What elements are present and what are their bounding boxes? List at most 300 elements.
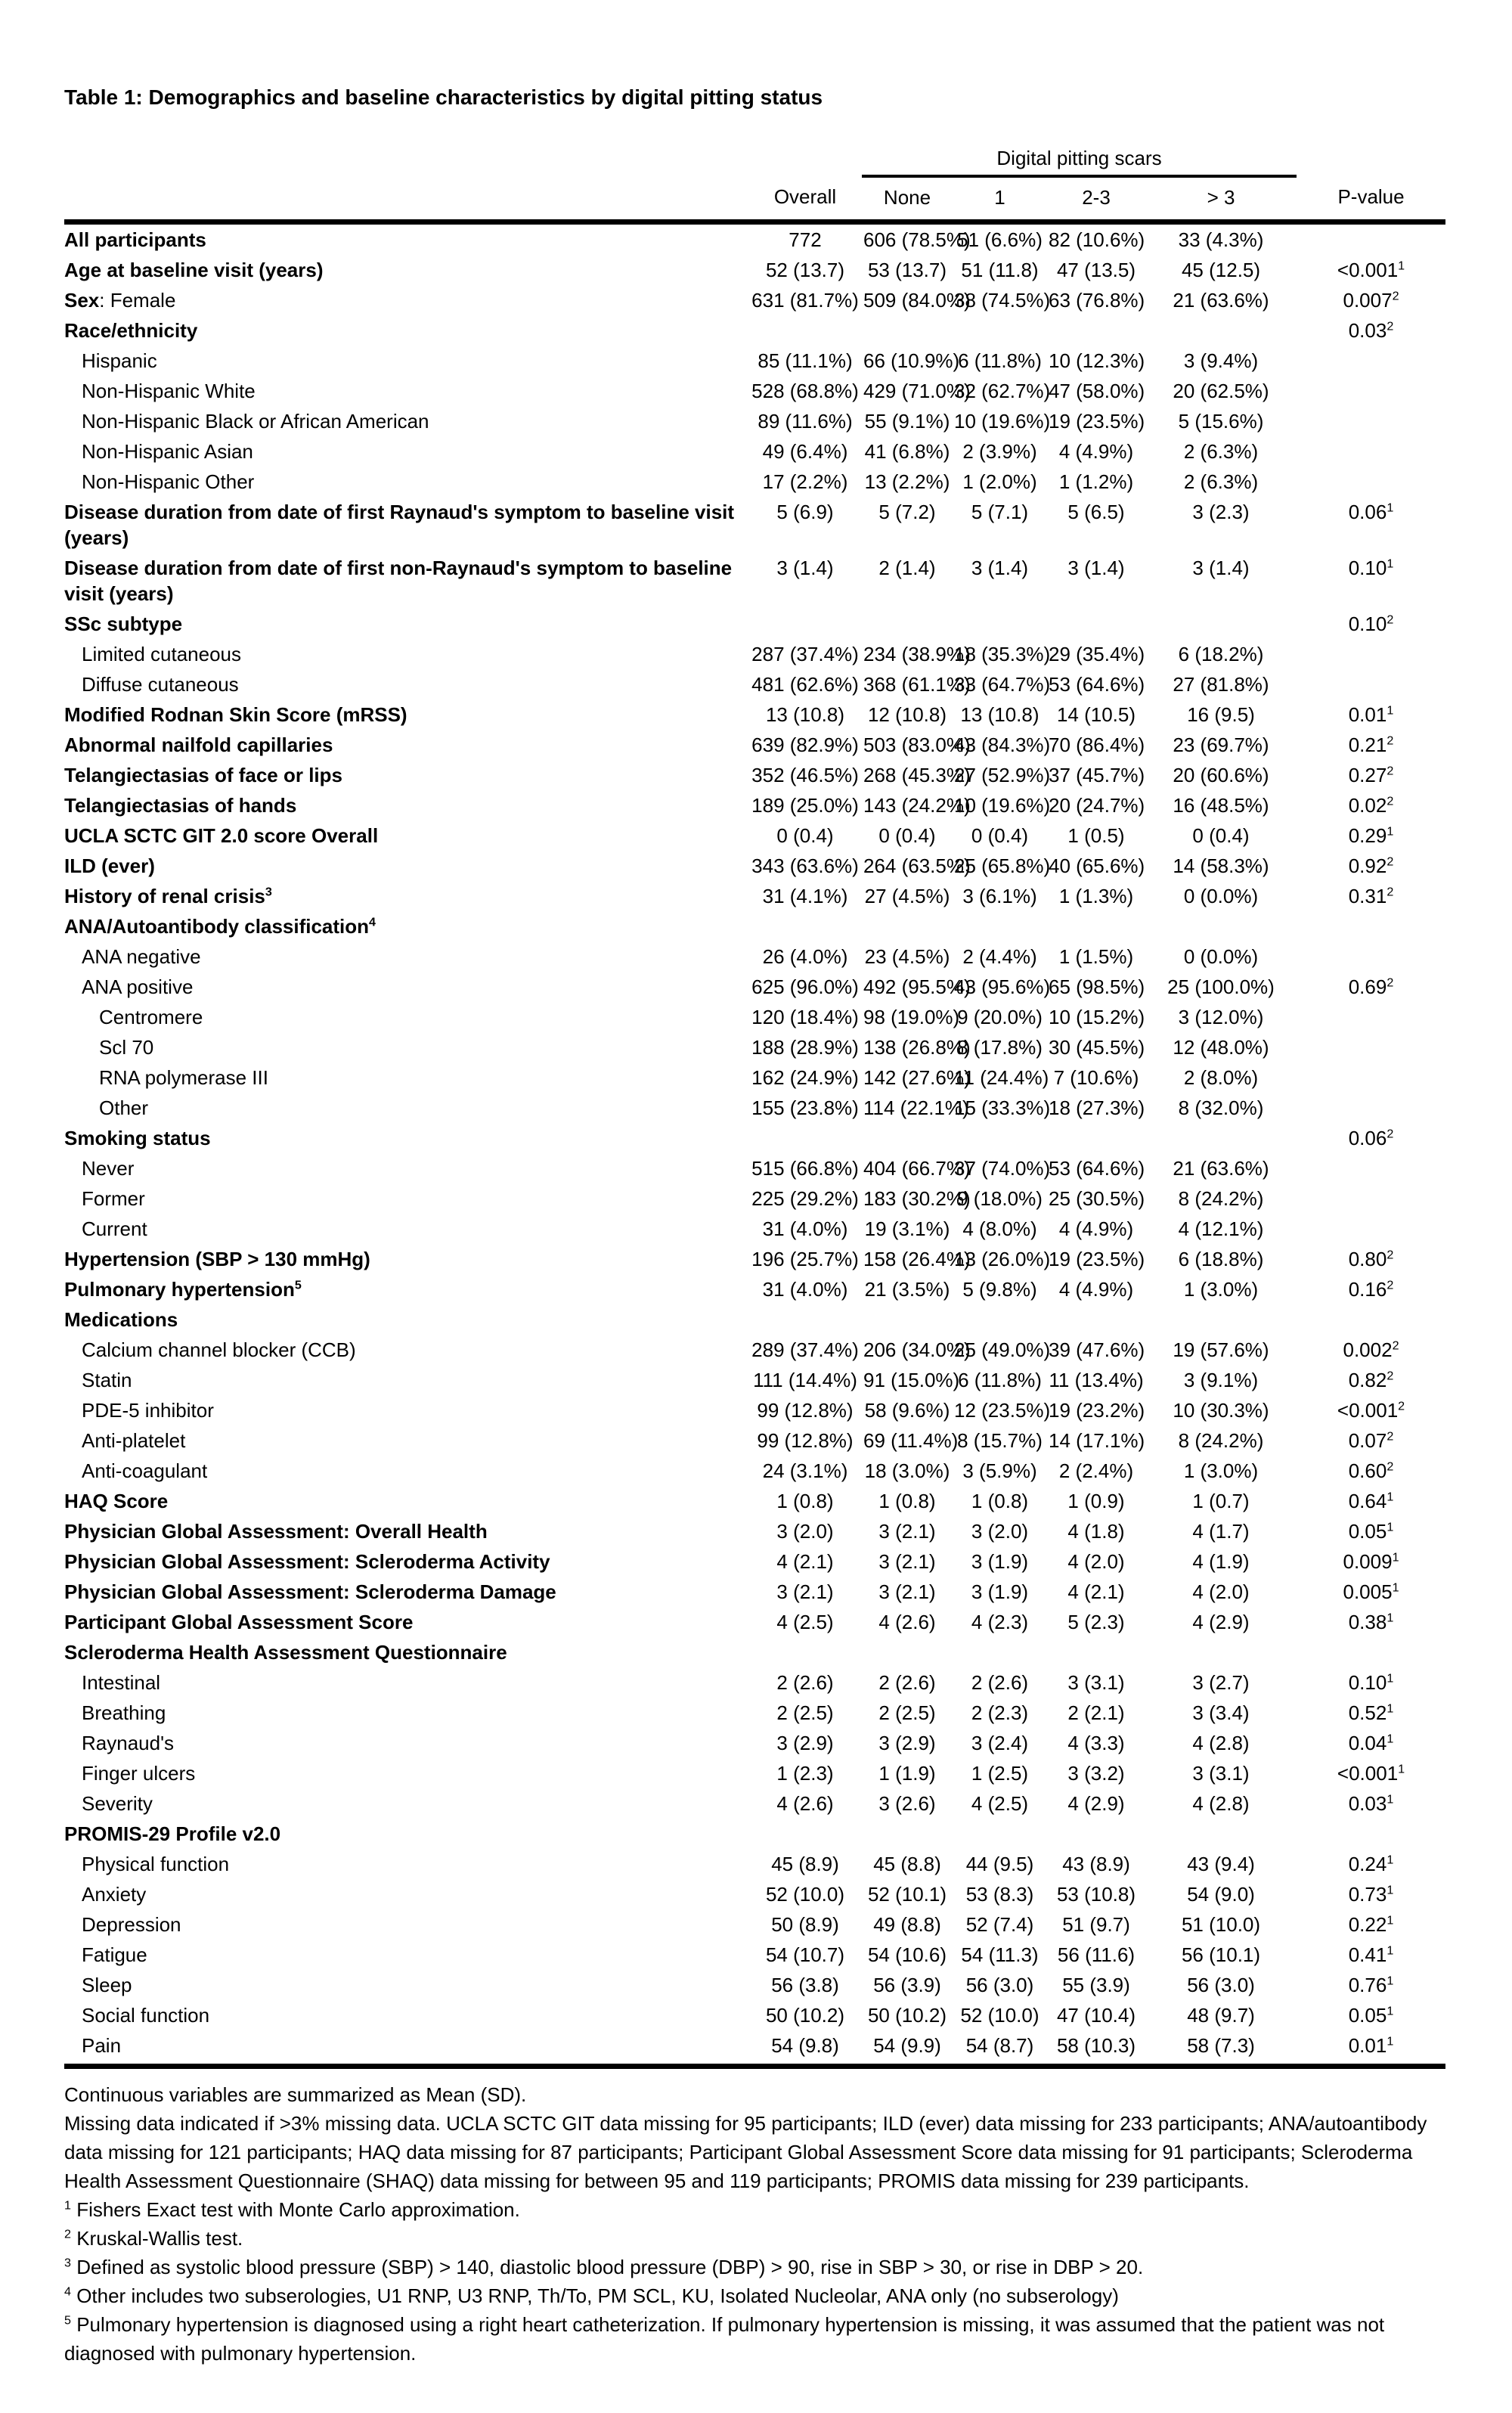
row-label: Abnormal nailfold capillaries [64,734,333,756]
footnotes [64,2069,1445,2368]
cell-gt3: 3 (9.4%) [1183,349,1259,372]
cell-1 [953,1637,1047,1667]
cell-gt3: 8 (24.2%) [1178,1187,1264,1210]
table-row [64,1365,1445,1395]
cell-overall: 3 (1.4) [776,557,834,579]
cell-gt3: 5 (15.6%) [1178,410,1264,433]
row-label: Anxiety [82,1883,147,1906]
cell-1: 6 (11.8%) [958,1369,1042,1391]
cell-gt3 [1145,1819,1297,1849]
cell-none: 3 (2.1) [878,1520,936,1543]
cell-none: 23 (4.5%) [864,945,950,968]
row-label: All participants [64,228,206,251]
table-row [64,1667,1445,1698]
cell-overall: 45 (8.9) [771,1853,839,1875]
cell-gt3: 3 (2.3) [1192,501,1250,523]
row-label: ANA positive [82,975,194,998]
cell-gt3 [1145,911,1297,941]
cell-2-3: 63 (76.8%) [1049,289,1145,312]
cell-1: 1 (0.8) [971,1490,1029,1512]
cell-none: 58 (9.6%) [864,1399,950,1422]
cell-2-3: 1 (0.9) [1067,1490,1125,1512]
table-row [64,1002,1445,1032]
cell-pvalue [1297,1062,1445,1093]
cell-gt3: 3 (3.4) [1192,1701,1250,1724]
footnote: $^1$ Fishers Exact test with Monte Carlo approximation. [64,2198,520,2221]
cell-none [862,315,953,346]
table-row [64,406,1445,436]
row-label: Non-Hispanic Other [82,470,255,493]
row-label: Physical function [82,1853,230,1875]
cell-overall: 85 (11.1%) [758,349,853,372]
cell-overall: 52 (13.7) [765,259,845,281]
cell-overall: 188 (28.9%) [751,1036,859,1059]
cell-2-3 [1047,609,1145,639]
cell-1: 2 (4.4%) [962,945,1037,968]
cell-2-3: 53 (64.6%) [1049,1157,1145,1180]
cell-pvalue [1297,1183,1445,1214]
cell-gt3: 3 (9.1%) [1183,1369,1259,1391]
cell-pvalue: 0.06$^2$ [1348,1127,1394,1149]
cell-pvalue: 0.69$^2$ [1348,975,1394,998]
cell-overall: 31 (4.0%) [762,1217,848,1240]
cell-gt3: 16 (9.5) [1187,703,1255,726]
table-row [64,1425,1445,1456]
cell-overall: 54 (10.7) [765,1943,845,1966]
cell-none: 52 (10.1) [867,1883,947,1906]
cell-overall: 528 (68.8%) [751,380,859,402]
row-label: ANA/Autoantibody classification$^4$ [64,915,376,938]
cell-overall: 2 (2.6) [776,1671,834,1694]
cell-overall: 3 (2.0) [776,1520,834,1543]
spanner-spacer-label [64,144,748,176]
table-body [64,222,1445,2067]
table-row [64,1304,1445,1335]
cell-gt3: 21 (63.6%) [1173,289,1269,312]
table-title: Table 1: Demographics and baseline characteristics by digital pitting status [64,85,823,109]
row-label: UCLA SCTC GIT 2.0 score Overall [64,824,379,847]
spanner-spacer-overall [748,144,862,176]
cell-overall: 31 (4.0%) [762,1278,848,1301]
cell-overall [748,1819,862,1849]
cell-none: 429 (71.0%) [863,380,971,402]
cell-overall: 343 (63.6%) [751,854,859,877]
table-row [64,1546,1445,1577]
cell-1: 1 (2.0%) [962,470,1037,493]
cell-overall: 352 (46.5%) [751,764,859,786]
demographics-table [64,144,1445,2069]
cell-none: 49 (8.8) [873,1913,941,1936]
cell-pvalue: 0.64$^1$ [1348,1490,1394,1512]
cell-gt3: 48 (9.7) [1187,2004,1255,2027]
cell-none: 2 (1.4) [878,557,936,579]
row-label: Physician Global Assessment: Scleroderma Damage [64,1580,556,1603]
cell-none: 158 (26.4%) [863,1248,971,1270]
cell-pvalue: 0.60$^2$ [1348,1459,1394,1482]
cell-gt3: 21 (63.6%) [1173,1157,1269,1180]
cell-1: 4 (8.0%) [962,1217,1037,1240]
cell-gt3: 1 (0.7) [1192,1490,1250,1512]
row-label: Pulmonary hypertension$^5$ [64,1278,302,1301]
cell-gt3: 51 (10.0) [1181,1913,1261,1936]
cell-overall: 99 (12.8%) [757,1429,854,1452]
cell-2-3: 10 (12.3%) [1049,349,1145,372]
cell-overall [748,1637,862,1667]
cell-none [862,1819,953,1849]
cell-overall: 31 (4.1%) [762,885,848,907]
col-header-overall: Overall [748,176,862,222]
cell-gt3: 45 (12.5) [1181,259,1261,281]
cell-pvalue: 0.82$^2$ [1348,1369,1394,1391]
cell-none: 66 (10.9%) [863,349,960,372]
row-label: Participant Global Assessment Score [64,1611,414,1633]
table-row [64,1788,1445,1819]
cell-pvalue: 0.10$^1$ [1348,1671,1394,1694]
cell-2-3: 1 (1.5%) [1058,945,1134,968]
cell-pvalue: 0.92$^2$ [1348,854,1394,877]
cell-1: 25 (49.0%) [954,1338,1051,1361]
row-label: Disease duration from date of first non-Raynaud's symptom to baseline visit (years) [64,557,733,605]
table-row [64,941,1445,972]
cell-1: 13 (10.8) [960,703,1040,726]
cell-overall: 49 (6.4%) [762,440,848,463]
table-row [64,1516,1445,1546]
cell-overall: 4 (2.5) [776,1611,834,1633]
cell-overall: 1 (2.3) [776,1762,834,1785]
cell-gt3: 4 (2.0) [1192,1580,1250,1603]
cell-overall: 0 (0.4) [776,824,834,847]
cell-pvalue: $<0.001^2$ [1337,1399,1405,1422]
footnote: Continuous variables are summarized as Mean (SD). [64,2083,527,2106]
cell-none: 404 (66.7%) [863,1157,971,1180]
table-row [64,2000,1445,2030]
cell-overall: 515 (66.8%) [751,1157,859,1180]
cell-gt3: 2 (6.3%) [1183,440,1259,463]
cell-gt3: 0 (0.0%) [1183,885,1259,907]
cell-pvalue [1297,1214,1445,1244]
cell-pvalue [1297,467,1445,497]
cell-2-3: 56 (11.6) [1057,1943,1136,1966]
cell-1: 27 (52.9%) [954,764,1051,786]
cell-overall: 50 (10.2) [765,2004,845,2027]
cell-gt3: 19 (57.6%) [1173,1338,1269,1361]
table-row [64,1819,1445,1849]
table-row [64,1940,1445,1970]
cell-none: 98 (19.0%) [863,1006,960,1028]
cell-gt3: 56 (3.0) [1187,1974,1255,1996]
row-label: Calcium channel blocker (CCB) [82,1338,356,1361]
cell-none: 2 (2.6) [878,1671,936,1694]
cell-2-3: 47 (58.0%) [1049,380,1145,402]
row-label: Intestinal [82,1671,161,1694]
cell-2-3: 39 (47.6%) [1049,1338,1145,1361]
cell-1 [953,1123,1047,1153]
row-label: Anti-coagulant [82,1459,208,1482]
cell-none: 91 (15.0%) [863,1369,960,1391]
cell-2-3 [1047,1123,1145,1153]
cell-overall: 56 (3.8) [771,1974,839,1996]
cell-1: 2 (2.3) [971,1701,1029,1724]
cell-pvalue: 0.007$^2$ [1343,289,1399,312]
cell-2-3: 4 (3.3) [1067,1732,1125,1754]
cell-2-3: 29 (35.4%) [1049,643,1145,665]
cell-1: 3 (2.4) [971,1732,1029,1754]
cell-gt3: 4 (2.8) [1192,1792,1250,1815]
table-row [64,1637,1445,1667]
row-label: Medications [64,1308,178,1331]
cell-overall: 289 (37.4%) [751,1338,859,1361]
cell-1: 33 (64.7%) [954,673,1051,696]
table-row [64,255,1445,285]
cell-overall: 772 [789,228,822,251]
cell-2-3: 19 (23.2%) [1049,1399,1145,1422]
cell-none: 183 (30.2%) [863,1187,971,1210]
cell-1: 54 (11.3) [961,1943,1039,1966]
row-label: Statin [82,1369,132,1391]
cell-2-3: 25 (30.5%) [1049,1187,1145,1210]
cell-2-3: 11 (13.4%) [1049,1369,1144,1391]
table-row [64,1970,1445,2000]
cell-1 [953,1304,1047,1335]
cell-2-3: 1 (1.3%) [1058,885,1134,907]
cell-gt3 [1145,315,1297,346]
table-row [64,1758,1445,1788]
cell-1: 3 (1.9) [971,1580,1029,1603]
cell-pvalue: 0.10$^2$ [1348,613,1394,635]
row-label: Breathing [82,1701,166,1724]
cell-2-3: 4 (2.0) [1067,1550,1125,1573]
cell-1: 4 (2.3) [971,1611,1029,1633]
row-label: Race/ethnicity [64,319,198,342]
row-label: Disease duration from date of first Raynaud's symptom to baseline visit (years) [64,501,735,549]
cell-pvalue [1297,346,1445,376]
cell-pvalue [1297,1637,1445,1667]
cell-2-3: 20 (24.7%) [1049,794,1145,817]
cell-1: 25 (65.8%) [954,854,1051,877]
table-row [64,699,1445,730]
cell-overall: 26 (4.0%) [762,945,848,968]
cell-overall: 287 (37.4%) [751,643,859,665]
column-header-row [64,176,1445,222]
cell-pvalue: 0.01$^1$ [1348,703,1394,726]
cell-1: 10 (19.6%) [954,410,1051,433]
table-row [64,346,1445,376]
cell-2-3: 1 (0.5) [1067,824,1125,847]
cell-overall: 5 (6.9) [776,501,834,523]
cell-2-3: 19 (23.5%) [1049,1248,1145,1270]
cell-pvalue [1297,1093,1445,1123]
table-row [64,1698,1445,1728]
table-row [64,820,1445,851]
cell-gt3: 3 (12.0%) [1178,1006,1264,1028]
cell-gt3: 20 (60.6%) [1173,764,1269,786]
row-label: Limited cutaneous [82,643,242,665]
cell-2-3: 18 (27.3%) [1049,1096,1145,1119]
cell-pvalue: 0.24$^1$ [1348,1853,1394,1875]
table-row [64,639,1445,669]
cell-gt3: 6 (18.8%) [1178,1248,1264,1270]
table-row [64,1395,1445,1425]
cell-1: 52 (10.0) [960,2004,1040,2027]
cell-overall: 99 (12.8%) [757,1399,854,1422]
cell-none: 54 (9.9) [862,2030,953,2067]
cell-pvalue: 0.38$^1$ [1348,1611,1394,1633]
cell-gt3: 4 (12.1%) [1178,1217,1264,1240]
spanner-row [64,144,1445,176]
table-row [64,1093,1445,1123]
cell-1 [953,609,1047,639]
row-label: Smoking status [64,1127,211,1149]
cell-none: 56 (3.9) [873,1974,941,1996]
cell-none: 12 (10.8) [867,703,947,726]
col-header-none: None [862,176,953,222]
cell-2-3: 5 (2.3) [1067,1611,1125,1633]
cell-gt3: 1 (3.0%) [1183,1459,1259,1482]
cell-2-3: 51 (9.7) [1062,1913,1130,1936]
cell-pvalue: 0.31$^2$ [1348,885,1394,907]
cell-gt3: 0 (0.4) [1192,824,1250,847]
table-row [64,1486,1445,1516]
cell-2-3: 82 (10.6%) [1049,228,1145,251]
cell-pvalue: 0.05$^1$ [1348,1520,1394,1543]
cell-overall: 50 (8.9) [771,1913,839,1936]
cell-1 [953,1819,1047,1849]
cell-pvalue [1297,376,1445,406]
cell-pvalue: 0.16$^2$ [1348,1278,1394,1301]
cell-gt3: 25 (100.0%) [1167,975,1275,998]
table-row [64,1274,1445,1304]
row-label: Age at baseline visit (years) [64,259,324,281]
cell-2-3: 43 (8.9) [1062,1853,1130,1875]
cell-1: 51 (11.8) [961,259,1039,281]
cell-1: 5 (9.8%) [962,1278,1037,1301]
row-label: HAQ Score [64,1490,169,1512]
cell-gt3: 2 (8.0%) [1183,1066,1259,1089]
cell-pvalue: 0.07$^2$ [1348,1429,1394,1452]
cell-gt3: 8 (32.0%) [1178,1096,1264,1119]
cell-none: 234 (38.9%) [863,643,971,665]
table-row [64,1062,1445,1093]
cell-1: 10 (19.6%) [954,794,1051,817]
cell-none [862,911,953,941]
cell-2-3 [1047,1637,1145,1667]
footnote: $^5$ Pulmonary hypertension is diagnosed using a right heart catheterization. If pulmonary hypertension is missing, it was assumed that the patient was not diagnosed with pulmonary hypertension. [64,2313,1385,2365]
cell-pvalue: 0.41$^1$ [1348,1943,1394,1966]
cell-none: 18 (3.0%) [864,1459,950,1482]
table-header [64,144,1445,222]
table-row [64,376,1445,406]
cell-none: 45 (8.8) [873,1853,941,1875]
table-row [64,972,1445,1002]
cell-pvalue [1297,639,1445,669]
cell-none: 19 (3.1%) [864,1217,950,1240]
row-label: Hypertension (SBP > 130 mmHg) [64,1248,370,1270]
cell-overall: 1 (0.8) [776,1490,834,1512]
cell-pvalue: 0.01$^1$ [1297,2030,1445,2067]
cell-1: 52 (7.4) [965,1913,1034,1936]
col-header-label [64,176,748,222]
cell-overall: 155 (23.8%) [751,1096,859,1119]
table-row [64,436,1445,467]
cell-1: 4 (2.5) [971,1792,1029,1815]
row-label: Social function [82,2004,210,2027]
cell-2-3: 70 (86.4%) [1049,734,1145,756]
cell-2-3: 3 (1.4) [1067,557,1125,579]
cell-2-3: 19 (23.5%) [1049,410,1145,433]
row-label: Physician Global Assessment: Scleroderma Activity [64,1550,550,1573]
row-label: Severity [82,1792,153,1815]
cell-gt3: 16 (48.5%) [1173,794,1269,817]
row-label: PDE-5 inhibitor [82,1399,214,1422]
cell-none: 142 (27.6%) [863,1066,971,1089]
cell-pvalue [1297,1002,1445,1032]
cell-1: 56 (3.0) [965,1974,1034,1996]
row-label: RNA polymerase III [99,1066,268,1089]
cell-none: 5 (7.2) [878,501,936,523]
cell-overall: 3 (2.9) [776,1732,834,1754]
cell-none: 21 (3.5%) [864,1278,950,1301]
cell-2-3: 14 (17.1%) [1049,1429,1145,1452]
cell-none [862,1637,953,1667]
row-label: Other [99,1096,149,1119]
cell-1: 18 (35.3%) [954,643,1051,665]
row-label: Non-Hispanic White [82,380,256,402]
row-label: Anti-platelet [82,1429,186,1452]
cell-1: 9 (20.0%) [957,1006,1043,1028]
cell-overall: 162 (24.9%) [751,1066,859,1089]
cell-1: 13 (26.0%) [954,1248,1051,1270]
cell-pvalue [1297,941,1445,972]
row-label: Non-Hispanic Asian [82,440,253,463]
cell-1: 3 (5.9%) [962,1459,1037,1482]
cell-1: 44 (9.5) [965,1853,1034,1875]
cell-gt3: 54 (9.0) [1187,1883,1255,1906]
table-row [64,315,1445,346]
cell-gt3: 12 (48.0%) [1173,1036,1269,1059]
table-row [64,669,1445,699]
row-label: Physician Global Assessment: Overall Health [64,1520,488,1543]
col-header-2-3: 2-3 [1047,176,1145,222]
cell-2-3: 3 (3.1) [1067,1671,1125,1694]
cell-gt3: 3 (1.4) [1192,557,1250,579]
cell-1: 32 (62.7%) [954,380,1051,402]
cell-overall: 2 (2.5) [776,1701,834,1724]
table-row [64,1909,1445,1940]
cell-2-3: 4 (1.8) [1067,1520,1125,1543]
table-row [64,1244,1445,1274]
cell-1: 3 (1.4) [971,557,1029,579]
row-label: Modified Rodnan Skin Score (mRSS) [64,703,407,726]
table-row [64,553,1445,609]
cell-1: 3 (2.0) [971,1520,1029,1543]
cell-gt3: 1 (3.0%) [1183,1278,1259,1301]
cell-2-3: 30 (45.5%) [1049,1036,1145,1059]
cell-none: 4 (2.6) [878,1611,936,1633]
cell-none: 3 (2.6) [878,1792,936,1815]
cell-overall: 196 (25.7%) [751,1248,859,1270]
row-label: Scl 70 [99,1036,154,1059]
cell-2-3: 3 (3.2) [1067,1762,1125,1785]
footnote: $^3$ Defined as systolic blood pressure (SBP) > 140, diastolic blood pressure (DBP) > 90, rise in SBP > 30, or rise in DBP > 20. [64,2256,1144,2278]
row-label: SSc subtype [64,613,183,635]
table-row [64,1153,1445,1183]
cell-pvalue: 0.76$^1$ [1348,1974,1394,1996]
cell-2-3: 65 (98.5%) [1049,975,1145,998]
cell-pvalue: 0.52$^1$ [1348,1701,1394,1724]
cell-pvalue: 0.002$^2$ [1343,1338,1399,1361]
cell-pvalue: 0.27$^2$ [1348,764,1394,786]
cell-2-3: 58 (10.3) [1047,2030,1145,2067]
